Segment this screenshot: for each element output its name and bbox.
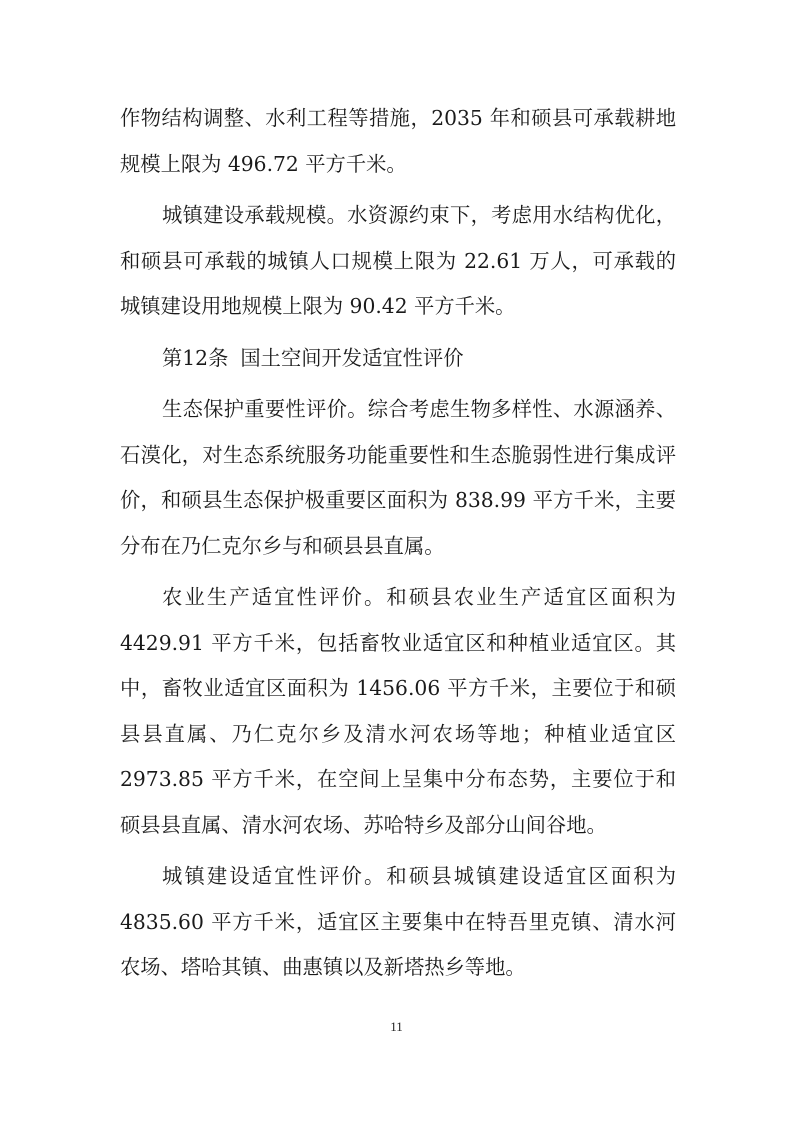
paragraph-ecological-evaluation: 生态保护重要性评价。综合考虑生物多样性、水源涵养、石漠化，对生态系统服务功能重要性和生态脆弱性进行集成评价，和硕县生态保护极重要区面积为 838.99 平方千米，主要分布在乃仁克尔乡与和硕县县直属。: [120, 397, 676, 558]
paragraph-continued: 作物结构调整、水利工程等措施，2035 年和硕县可承载耕地规模上限为 496.72 平方千米。: [120, 106, 676, 176]
document-body: [120, 96, 676, 997]
page-number: 11: [390, 1019, 403, 1034]
article-number: 第12条: [162, 345, 229, 370]
paragraph-agricultural-evaluation: 农业生产适宜性评价。和硕县农业生产适宜区面积为4429.91 平方千米，包括畜牧业适宜区和种植业适宜区。其中，畜牧业适宜区面积为 1456.06 平方千米，主要位于和硕县县直属、乃仁克尔乡及清水河农场等地；种植业适宜区2973.85 平方千米，在空间上呈集中分布态势，主要位于和硕县县直属、清水河农场、苏哈特乡及部分山间谷地。: [120, 585, 676, 837]
article-title: 国土空间开发适宜性评价: [240, 345, 464, 370]
paragraph-urban-capacity: 城镇建设承载规模。水资源约束下，考虑用水结构优化，和硕县可承载的城镇人口规模上限为 22.61 万人，可承载的城镇建设用地规模上限为 90.42 平方千米。: [120, 203, 676, 318]
paragraph-urban-evaluation: 城镇建设适宜性评价。和硕县城镇建设适宜区面积为4835.60 平方千米，适宜区主要集中在特吾里克镇、清水河农场、塔哈其镇、曲惠镇以及新塔热乡等地。: [120, 864, 676, 979]
article-heading: [120, 336, 676, 382]
